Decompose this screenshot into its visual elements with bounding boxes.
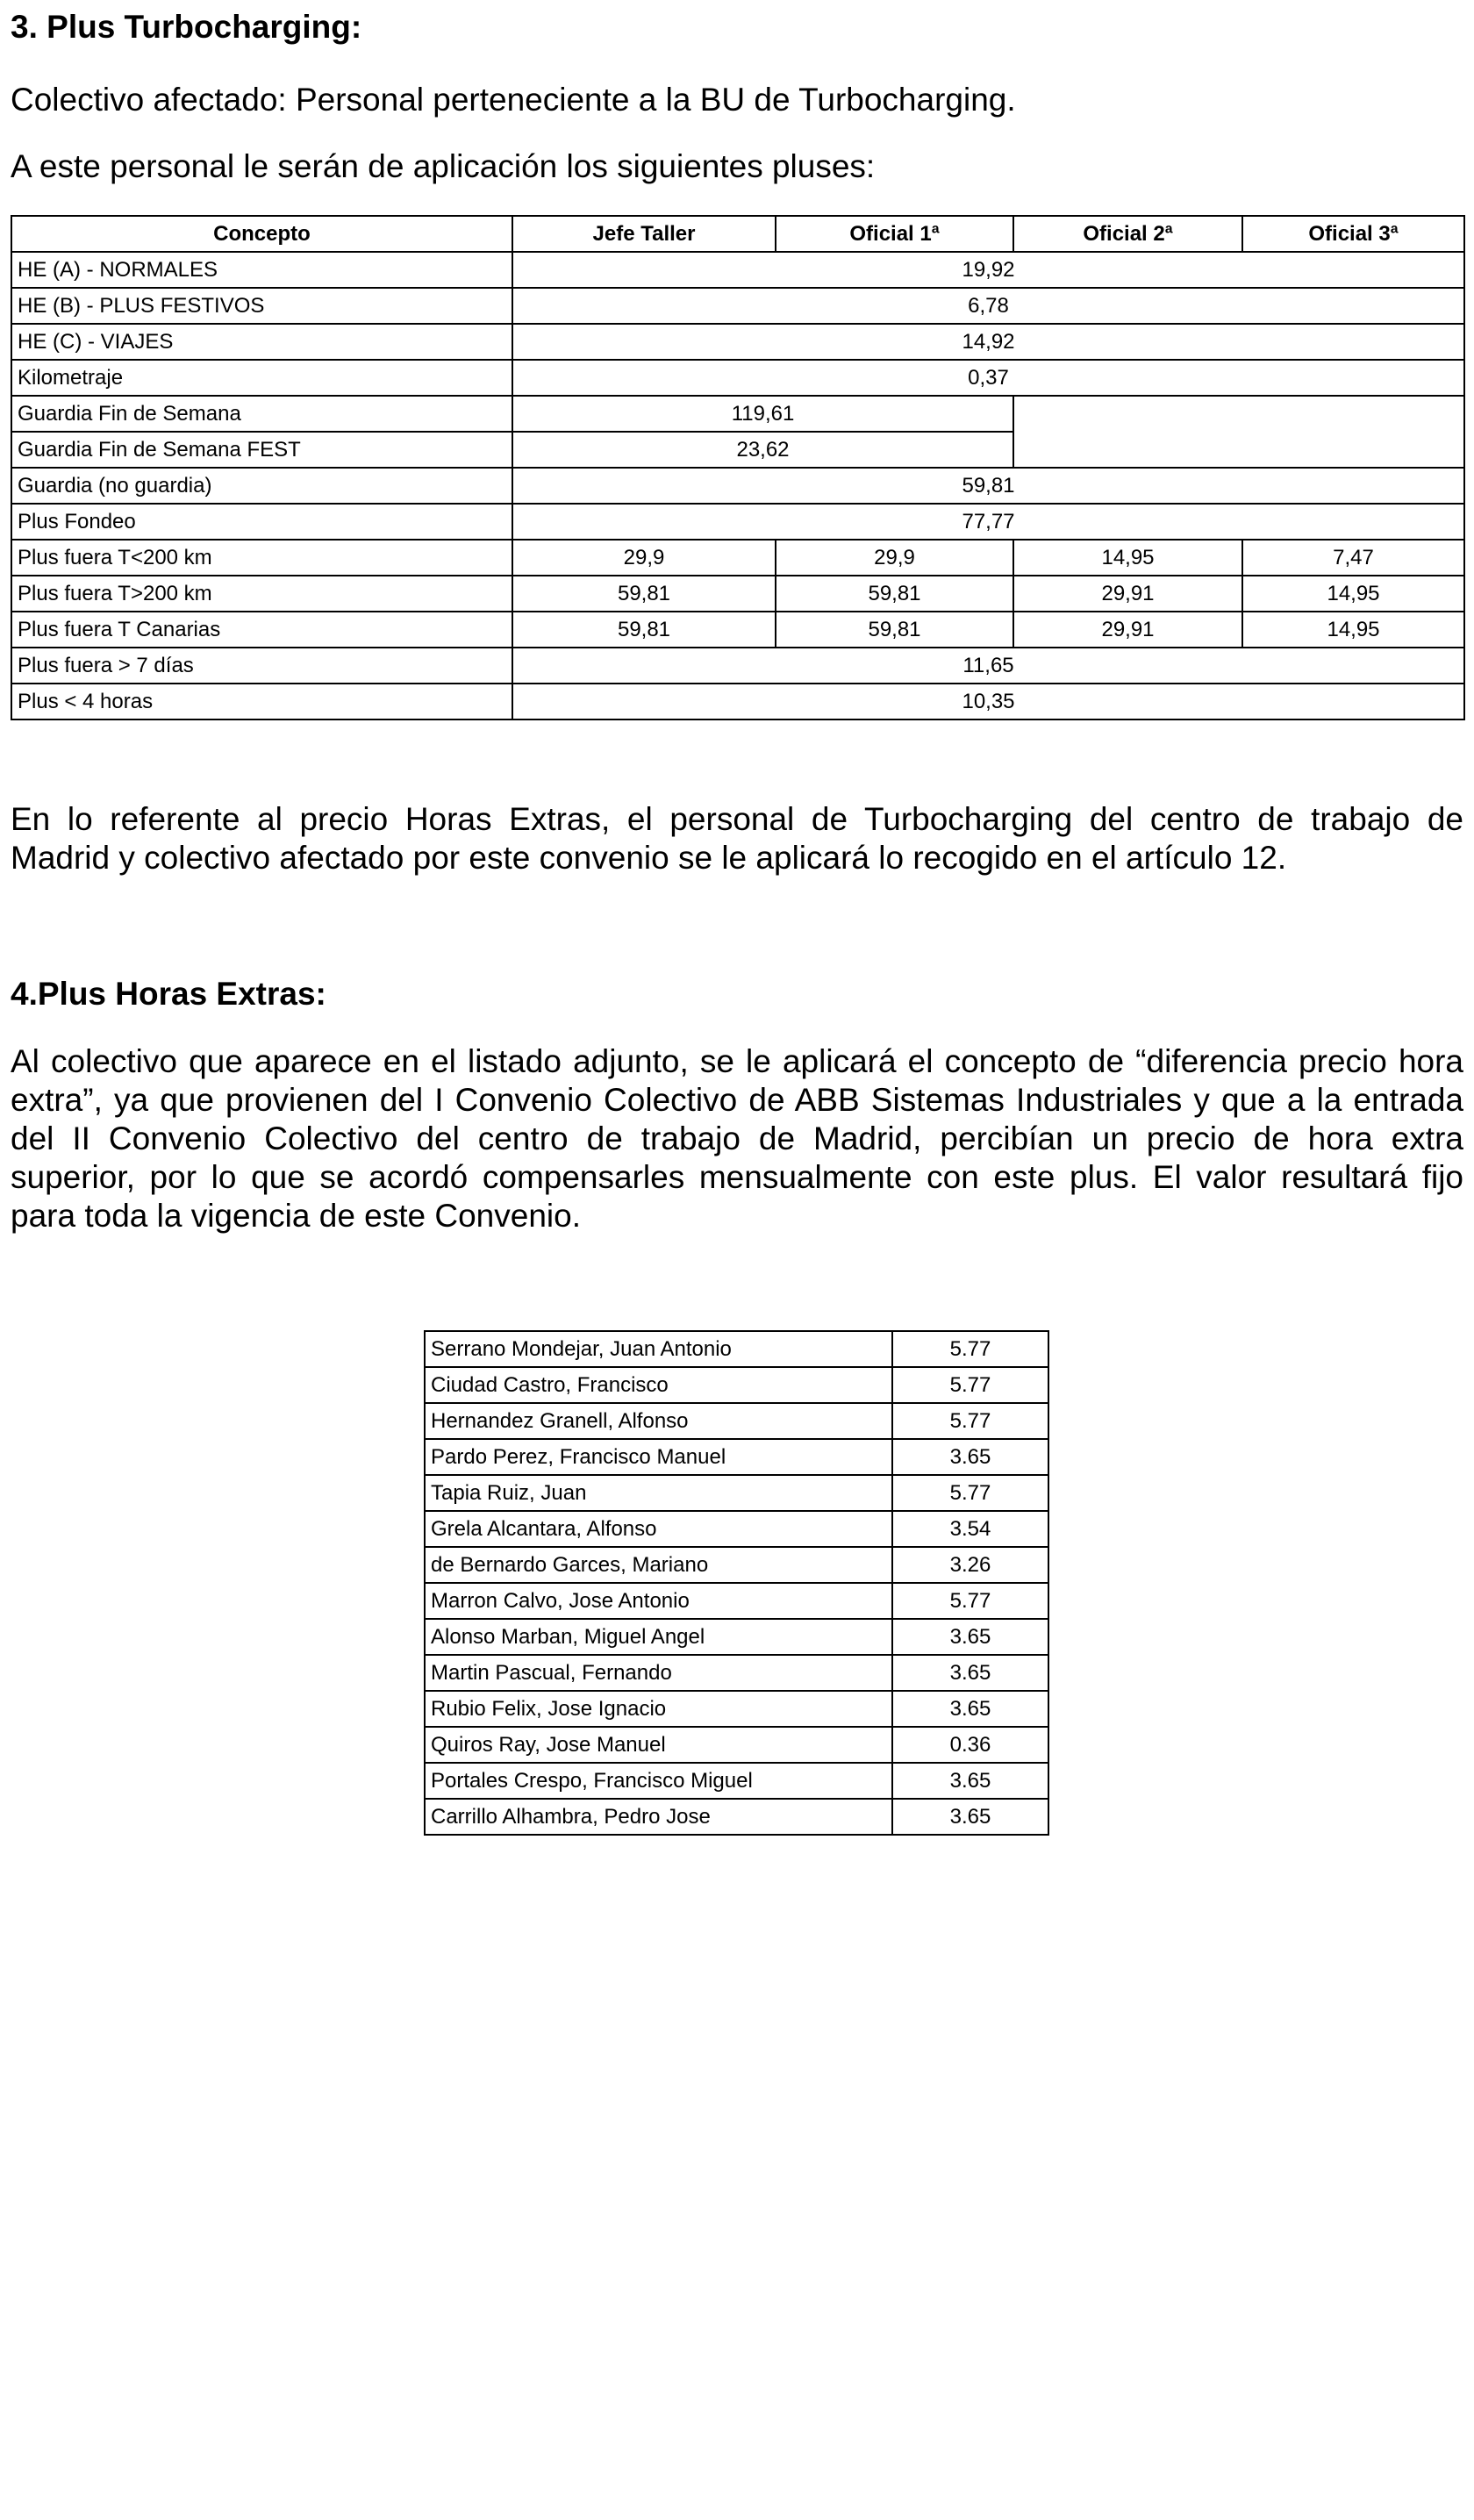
row-concepto: Guardia Fin de Semana FEST <box>11 432 512 468</box>
employee-value: 5.77 <box>892 1475 1048 1511</box>
employee-name: Hernandez Granell, Alfonso <box>425 1403 892 1439</box>
employee-name: Martin Pascual, Fernando <box>425 1655 892 1691</box>
cell-oficial-3: 14,95 <box>1242 576 1464 612</box>
table-row <box>425 1475 1048 1511</box>
table-row <box>425 1655 1048 1691</box>
row-concepto: Plus Fondeo <box>11 504 512 540</box>
header-concepto: Concepto <box>11 216 512 252</box>
employee-value: 5.77 <box>892 1583 1048 1619</box>
note-line: Madrid y colectivo afectado por este convenio se le aplicará lo recogido en el artículo 12. <box>11 840 1287 876</box>
row-value: 11,65 <box>512 648 1464 684</box>
table-row <box>425 1799 1048 1835</box>
section-3-title: 3. Plus Turbocharging: <box>11 9 362 45</box>
employee-name: Marron Calvo, Jose Antonio <box>425 1583 892 1619</box>
row-concepto: Plus fuera T<200 km <box>11 540 512 576</box>
row-value: 77,77 <box>512 504 1464 540</box>
empty-cell <box>1013 396 1464 468</box>
row-concepto: HE (A) - NORMALES <box>11 252 512 288</box>
row-value: 19,92 <box>512 252 1464 288</box>
row-concepto: Plus fuera T Canarias <box>11 612 512 648</box>
table-row <box>11 468 1464 504</box>
paragraph-line: extra”, ya que provienen del I Convenio Colectivo de ABB Sistemas Industriales y que a la entrada <box>11 1082 1463 1118</box>
employee-name: Carrillo Alhambra, Pedro Jose <box>425 1799 892 1835</box>
employee-value: 3.65 <box>892 1439 1048 1475</box>
employee-value: 0.36 <box>892 1727 1048 1763</box>
cell-oficial-2: 14,95 <box>1013 540 1242 576</box>
header-oficial-1: Oficial 1ª <box>776 216 1013 252</box>
table-row <box>11 684 1464 719</box>
row-value: 10,35 <box>512 684 1464 719</box>
header-oficial-3: Oficial 3ª <box>1242 216 1464 252</box>
row-value: 23,62 <box>512 432 1013 468</box>
employee-value: 5.77 <box>892 1367 1048 1403</box>
row-concepto: Guardia Fin de Semana <box>11 396 512 432</box>
cell-oficial-2: 29,91 <box>1013 612 1242 648</box>
table-row <box>425 1439 1048 1475</box>
row-concepto: Plus fuera > 7 días <box>11 648 512 684</box>
table-row <box>11 648 1464 684</box>
header-oficial-2: Oficial 2ª <box>1013 216 1242 252</box>
paragraph-line: superior, por lo que se acordó compensarles mensualmente con este plus. El valor resultará fijo <box>11 1159 1463 1195</box>
employee-value: 3.26 <box>892 1547 1048 1583</box>
row-value: 6,78 <box>512 288 1464 324</box>
header-jefe-taller: Jefe Taller <box>512 216 776 252</box>
table-row <box>425 1367 1048 1403</box>
cell-oficial-1: 59,81 <box>776 612 1013 648</box>
table-row <box>425 1691 1048 1727</box>
table-row <box>425 1763 1048 1799</box>
employee-name: Tapia Ruiz, Juan <box>425 1475 892 1511</box>
cell-oficial-3: 14,95 <box>1242 612 1464 648</box>
employee-value: 5.77 <box>892 1403 1048 1439</box>
employee-name: Ciudad Castro, Francisco <box>425 1367 892 1403</box>
plus-horas-extras-table <box>424 1330 1049 1836</box>
row-value: 14,92 <box>512 324 1464 360</box>
row-value: 0,37 <box>512 360 1464 396</box>
employee-name: Alonso Marban, Miguel Angel <box>425 1619 892 1655</box>
row-concepto: Plus fuera T>200 km <box>11 576 512 612</box>
employee-name: Portales Crespo, Francisco Miguel <box>425 1763 892 1799</box>
section-4-paragraph <box>11 1042 1463 1235</box>
row-concepto: HE (C) - VIAJES <box>11 324 512 360</box>
employee-value: 3.54 <box>892 1511 1048 1547</box>
employee-name: Quiros Ray, Jose Manuel <box>425 1727 892 1763</box>
table-row <box>11 576 1464 612</box>
table-row <box>11 252 1464 288</box>
table-row <box>11 540 1464 576</box>
table-row <box>11 324 1464 360</box>
table-row <box>11 504 1464 540</box>
cell-jefe-taller: 29,9 <box>512 540 776 576</box>
paragraph-line: Al colectivo que aparece en el listado adjunto, se le aplicará el concepto de “diferencia precio hora <box>11 1043 1463 1079</box>
table-row <box>11 396 1464 432</box>
cell-oficial-2: 29,91 <box>1013 576 1242 612</box>
section-4-title: 4.Plus Horas Extras: <box>11 976 326 1012</box>
horas-extras-note <box>11 800 1463 877</box>
employee-value: 3.65 <box>892 1655 1048 1691</box>
plus-turbocharging-table <box>11 215 1465 720</box>
employee-name: Serrano Mondejar, Juan Antonio <box>425 1331 892 1367</box>
table-row <box>11 612 1464 648</box>
table-row <box>11 360 1464 396</box>
row-value: 59,81 <box>512 468 1464 504</box>
table-header-row <box>11 216 1464 252</box>
paragraph-line: para toda la vigencia de este Convenio. <box>11 1198 581 1234</box>
employee-value: 3.65 <box>892 1691 1048 1727</box>
table-row <box>425 1727 1048 1763</box>
cell-oficial-1: 29,9 <box>776 540 1013 576</box>
employee-name: Grela Alcantara, Alfonso <box>425 1511 892 1547</box>
row-value: 119,61 <box>512 396 1013 432</box>
table-row <box>425 1331 1048 1367</box>
table-row <box>425 1403 1048 1439</box>
cell-oficial-3: 7,47 <box>1242 540 1464 576</box>
employee-name: Rubio Felix, Jose Ignacio <box>425 1691 892 1727</box>
row-concepto: Plus < 4 horas <box>11 684 512 719</box>
employee-value: 3.65 <box>892 1619 1048 1655</box>
cell-oficial-1: 59,81 <box>776 576 1013 612</box>
table-row <box>425 1511 1048 1547</box>
table-row <box>11 288 1464 324</box>
cell-jefe-taller: 59,81 <box>512 612 776 648</box>
employee-value: 3.65 <box>892 1763 1048 1799</box>
note-line: En lo referente al precio Horas Extras, el personal de Turbocharging del centro de trabajo de <box>11 801 1463 837</box>
row-concepto: HE (B) - PLUS FESTIVOS <box>11 288 512 324</box>
table-row <box>425 1547 1048 1583</box>
pluses-intro-text: A este personal le serán de aplicación los siguientes pluses: <box>11 148 876 184</box>
cell-jefe-taller: 59,81 <box>512 576 776 612</box>
paragraph-line: del II Convenio Colectivo del centro de trabajo de Madrid, percibían un precio de hora extra <box>11 1120 1463 1156</box>
row-concepto: Guardia (no guardia) <box>11 468 512 504</box>
colectivo-afectado-text: Colectivo afectado: Personal perteneciente a la BU de Turbocharging. <box>11 82 1016 118</box>
row-concepto: Kilometraje <box>11 360 512 396</box>
table-row <box>425 1583 1048 1619</box>
table-row <box>425 1619 1048 1655</box>
employee-name: de Bernardo Garces, Mariano <box>425 1547 892 1583</box>
employee-value: 5.77 <box>892 1331 1048 1367</box>
employee-name: Pardo Perez, Francisco Manuel <box>425 1439 892 1475</box>
employee-value: 3.65 <box>892 1799 1048 1835</box>
